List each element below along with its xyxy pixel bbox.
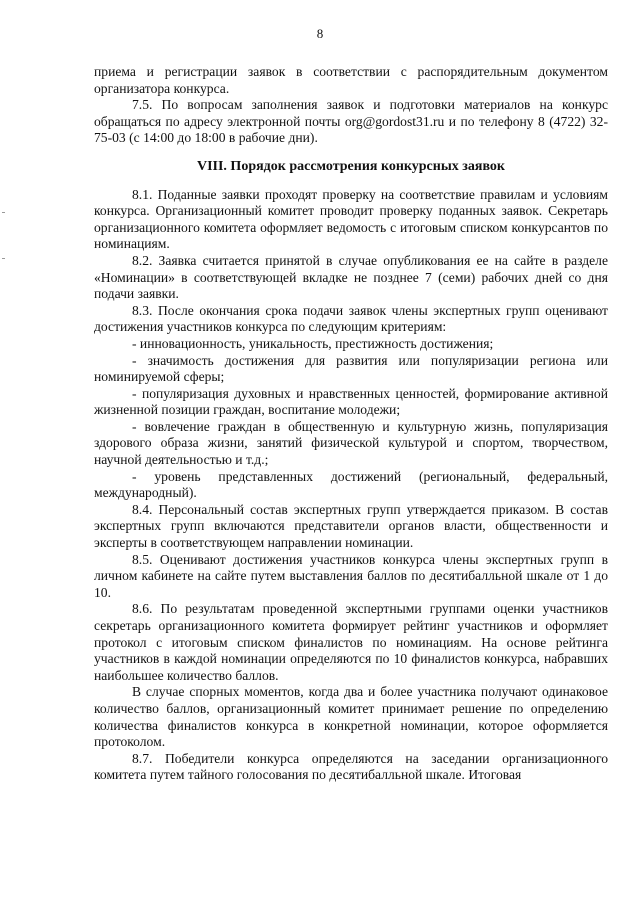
paragraph: 7.5. По вопросам заполнения заявок и подготовки материалов на конкурс обращаться по адресу электронной почты org@gordost31.ru и по телефону 8 (4722) 32-75-03 (с 14:00 до 18:00 в рабочие дни). [94, 97, 608, 146]
paragraph: В случае спорных моментов, когда два и более участника получают одинаковое количество баллов, организационный комитет принимает решение по определению количества финалистов конкурса в конкретной номинации, которое оформляется протоколом. [94, 684, 608, 750]
paragraph: 8.3. После окончания срока подачи заявок члены экспертных групп оценивают достижения участников конкурса по следующим критериям: [94, 302, 608, 335]
paragraph: приема и регистрации заявок в соответствии с распорядительным документом организатора конкурса. [94, 64, 608, 96]
paragraph: 8.1. Поданные заявки проходят проверку на соответствие правилам и условиям конкурса. Организационный комитет проводит проверку поданных заявок. Секретарь организационного комитета оформляет ведомость с итоговым списком конкурсантов по номинациям. [94, 186, 608, 252]
page-number: 8 [316, 26, 324, 41]
criteria-item: - вовлечение граждан в общественную и культурную жизнь, популяризация здорового образа жизни, занятий физической культурой и спортом, творчеством, научной деятельностью и т.д.; [94, 418, 608, 468]
paragraph: 8.6. По результатам проведенной экспертными группами оценки участников секретарь организационного комитета формирует рейтинг участников и оформляет протокол с итоговым списком финалистов по номинациям. На основе рейтинга участников в каждой номинации определяются по 10 финалистов конкурса, набравших наибольшее количество баллов. [94, 601, 608, 683]
criteria-item: - уровень представленных достижений (региональный, федеральный, международный). [94, 468, 608, 501]
document-body [94, 64, 608, 784]
paragraph: 8.4. Персональный состав экспертных групп утверждается приказом. В состав экспертных групп включаются представители органов власти, общественности и эксперты в соответствующем направлении номинации. [94, 501, 608, 551]
paragraph: 8.2. Заявка считается принятой в случае опубликования ее на сайте в разделе «Номинации» в соответствующей вкладке не позднее 7 (семи) рабочих дней со дня подачи заявки. [94, 252, 608, 302]
criteria-item: - значимость достижения для развития или популяризации региона или номинируемой сферы; [94, 352, 608, 385]
margin-mark [2, 212, 5, 213]
criteria-item: - инновационность, уникальность, престижность достижения; [132, 335, 494, 351]
paragraph: 8.5. Оценивают достижения участников конкурса члены экспертных групп в личном кабинете на сайте путем выставления баллов по десятибалльной шкале от 1 до 10. [94, 551, 608, 600]
criteria-item: - популяризация духовных и нравственных ценностей, формирование активной жизненной позиции граждан, воспитание молодежи; [94, 385, 608, 418]
paragraph: 8.7. Победители конкурса определяются на заседании организационного комитета путем тайного голосования по десятибалльной шкале. Итоговая [94, 750, 608, 783]
margin-mark [2, 258, 5, 259]
section-heading: VIII. Порядок рассмотрения конкурсных заявок [196, 158, 506, 174]
